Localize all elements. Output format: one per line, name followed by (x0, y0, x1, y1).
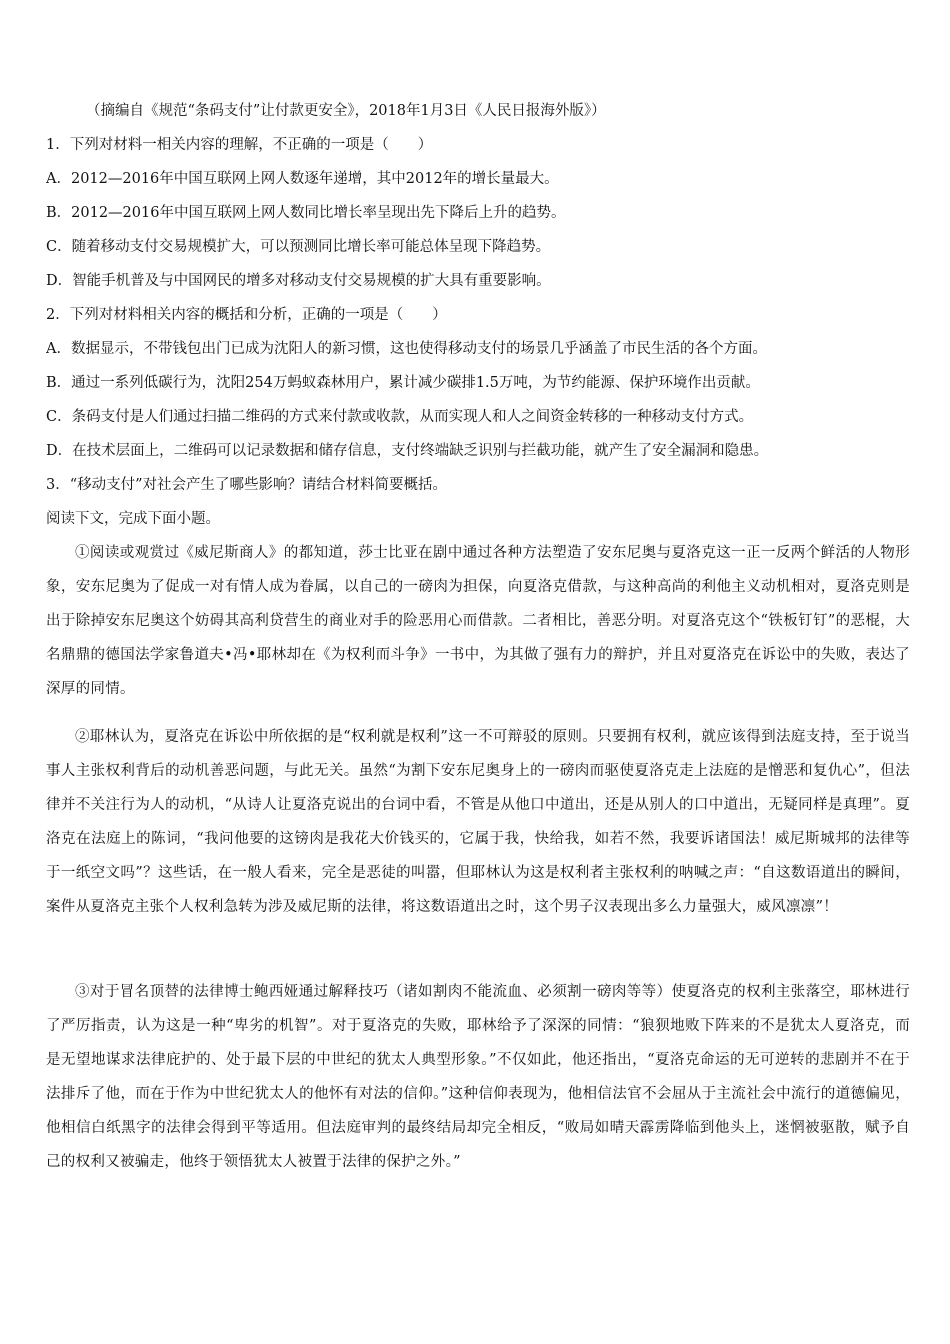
passage-paragraph-2: ②耶林认为，夏洛克在诉讼中所依据的是“权利就是权利”这一不可辩驳的原则。只要拥有权利，就应该得到法庭支持，至于说当事人主张权利背后的动机善恶问题，与此无关。虽然“为割下安东尼奥身上的一磅肉而驱使夏洛克走上法庭的是憎恶和复仇心”，但法律并不关注行为人的动机，“从诗人让夏洛克说出的台词中看，不管是从他口中道出，还是从别人的口中道出，无疑同样是真理”。夏洛克在法庭上的陈词，“我问他要的这镑肉是我花大价钱买的，它属于我，快给我，如若不然，我要诉诸国法！威尼斯城邦的法律等于一纸空文吗”？这些话，在一般人看来，完全是恶徒的叫嚣，但耶林认为这是权利者主张权利的呐喊之声：“自这数语道出的瞬间，案件从夏洛克主张个人权利急转为涉及威尼斯的法律，将这数语道出之时，这个男子汉表现出多么力量强大，威风凛凛”！ (46, 729, 910, 915)
question-1-option-b: B．2012—2016年中国互联网上网人数同比增长率呈现出先下降后上升的趋势。 (46, 205, 566, 221)
passage-paragraph-1: ①阅读或观赏过《威尼斯商人》的都知道，莎士比亚在剧中通过各种方法塑造了安东尼奥与夏洛克这一正一反两个鲜活的人物形象，安东尼奥为了促成一对有情人成为眷属，以自己的一磅肉为担保，向夏洛克借款，与这种高尚的利他主义动机相对，夏洛克则是出于除掉安东尼奥这个妨碍其高利贷营生的商业对手的险恶用心而借款。二者相比，善恶分明。对夏洛克这个“铁板钉钉”的恶棍，大名鼎鼎的德国法学家鲁道夫•冯•耶林却在《为权利而斗争》一书中，为其做了强有力的辩护，并且对夏洛克在诉讼中的失败，表达了深厚的同情。 (46, 545, 910, 697)
question-2-option-a: A．数据显示，不带钱包出门已成为沈阳人的新习惯，这也使得移动支付的场景几乎涵盖了市民生活的各个方面。 (46, 341, 767, 357)
question-1-option-d: D．智能手机普及与中国网民的增多对移动支付交易规模的扩大具有重要影响。 (46, 273, 551, 289)
question-2-option-d: D．在技术层面上，二维码可以记录数据和储存信息，支付终端缺乏识别与拦截功能，就产生了安全漏洞和隐患。 (46, 443, 769, 459)
question-1-option-a: A．2012—2016年中国互联网上网人数逐年递增，其中2012年的增长量最大。 (46, 171, 559, 187)
reading-instruction: 阅读下文，完成下面小题。 (46, 511, 220, 527)
question-2-option-b: B．通过一系列低碳行为，沈阳254万蚂蚁森林用户，累计减少碳排1.5万吨，为节约能源、保护环境作出贡献。 (46, 375, 760, 391)
question-2-option-c: C．条码支付是人们通过扫描二维码的方式来付款或收款，从而实现人和人之间资金转移的一种移动支付方式。 (46, 409, 754, 425)
question-1-option-c: C．随着移动支付交易规模扩大，可以预测同比增长率可能总体呈现下降趋势。 (46, 239, 551, 255)
source-citation: （摘编自《规范“条码支付”让付款更安全》，2018年1月3日《人民日报海外版》） (86, 103, 606, 119)
passage-paragraph-3: ③对于冒名顶替的法律博士鲍西娅通过解释技巧（诸如割肉不能流血、必须割一磅肉等等）使夏洛克的权利主张落空，耶林进行了严厉指责，认为这是一种“卑劣的机智”。对于夏洛克的失败，耶林给予了深深的同情：“狼狈地败下阵来的不是犹太人夏洛克，而是无望地谋求法律庇护的、处于最下层的中世纪的犹太人典型形象。”不仅如此，他还指出，“夏洛克命运的无可逆转的悲剧并不在于法排斥了他，而在于作为中世纪犹太人的他怀有对法的信仰。”这种信仰表现为，他相信法官不会屈从于主流社会中流行的道德偏见，他相信白纸黑字的法律会得到平等适用。但法庭审判的最终结局却完全相反，“败局如晴天霹雳降临到他头上，迷惘被驱散，赋予自己的权利又被骗走，他终于领悟犹太人被置于法律的保护之外。” (46, 984, 910, 1170)
question-1-stem: 1．下列对材料一相关内容的理解，不正确的一项是（ ） (46, 137, 433, 153)
question-2-stem: 2．下列对材料相关内容的概括和分析，正确的一项是（ ） (46, 307, 447, 323)
question-3-stem: 3．“移动支付”对社会产生了哪些影响？请结合材料简要概括。 (46, 477, 448, 493)
